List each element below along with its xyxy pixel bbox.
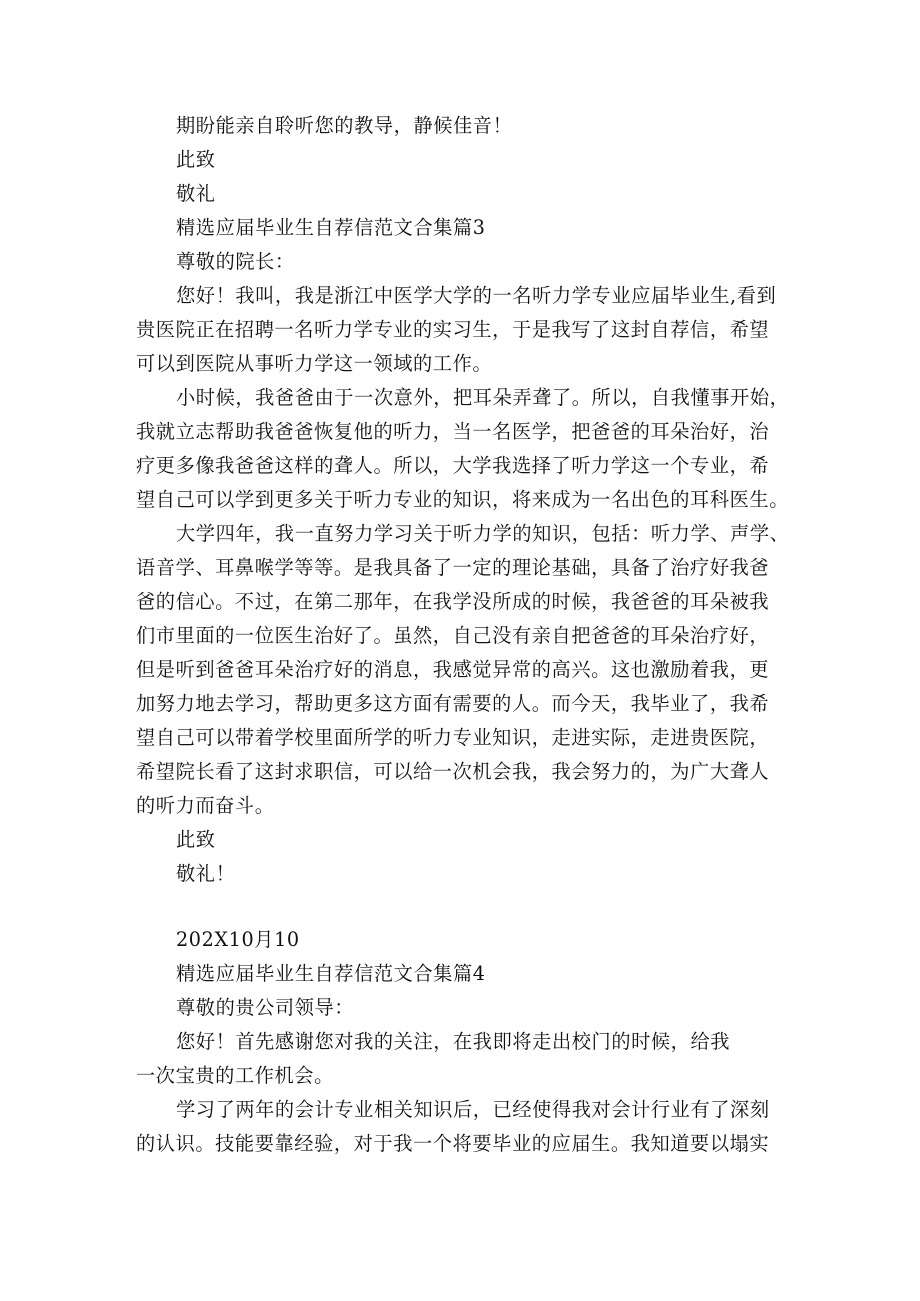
paragraph-line: 但是听到爸爸耳朵治疗好的消息，我感觉异常的高兴。这也激励着我，更 bbox=[136, 658, 770, 681]
paragraph-line: 疗更多像我爸爸这样的聋人。所以，大学我选择了听力学这一个专业，希 bbox=[136, 454, 770, 477]
paragraph-line: 一次宝贵的工作机会。 bbox=[136, 1064, 334, 1087]
salutation-cizhi: 此致 bbox=[176, 148, 216, 171]
greeting-company: 尊敬的贵公司领导： bbox=[176, 996, 355, 1019]
paragraph-line: 爸的信心。不过，在第二那年，在我学没所成的时候，我爸爸的耳朵被我 bbox=[136, 590, 770, 613]
salutation-jingli: 敬礼！ bbox=[176, 862, 236, 885]
letter-date: 202X10月10 bbox=[176, 928, 300, 951]
paragraph-line: 可以到医院从事听力学这一领域的工作。 bbox=[136, 352, 493, 375]
paragraph-line: 我就立志帮助我爸爸恢复他的听力，当一名医学，把爸爸的耳朵治好，治 bbox=[136, 420, 770, 443]
paragraph-line: 的认识。技能要靠经验，对于我一个将要毕业的应届生。我知道要以塌实 bbox=[136, 1132, 770, 1155]
paragraph-line: 们市里面的一位医生治好了。虽然，自己没有亲自把爸爸的耳朵治疗好， bbox=[136, 624, 770, 647]
section-heading-3: 精选应届毕业生自荐信范文合集篇3 bbox=[176, 216, 486, 239]
paragraph-line: 大学四年，我一直努力学习关于听力学的知识，包括：听力学、声学、 bbox=[176, 522, 790, 545]
paragraph-line: 望自己可以带着学校里面所学的听力专业知识，走进实际，走进贵医院， bbox=[136, 726, 770, 749]
paragraph-line: 的听力而奋斗。 bbox=[136, 794, 275, 817]
salutation-cizhi: 此致 bbox=[176, 828, 216, 851]
paragraph-line: 望自己可以学到更多关于听力专业的知识，将来成为一名出色的耳科医生。 bbox=[136, 488, 789, 511]
paragraph-line: 小时候，我爸爸由于一次意外，把耳朵弄聋了。所以，自我懂事开始， bbox=[176, 386, 790, 409]
salutation-jingli: 敬礼 bbox=[176, 182, 216, 205]
paragraph-line: 您好！首先感谢您对我的关注，在我即将走出校门的时候，给我 bbox=[176, 1030, 731, 1053]
paragraph-line: 学习了两年的会计专业相关知识后，已经使得我对会计行业有了深刻 bbox=[176, 1098, 770, 1121]
paragraph-line: 您好！我叫，我是浙江中医学大学的一名听力学专业应届毕业生,看到 bbox=[176, 284, 777, 307]
paragraph-line: 语音学、耳鼻喉学等等。是我具备了一定的理论基础，具备了治疗好我爸 bbox=[136, 556, 770, 579]
paragraph-line: 贵医院正在招聘一名听力学专业的实习生，于是我写了这封自荐信，希望 bbox=[136, 318, 770, 341]
section-heading-4: 精选应届毕业生自荐信范文合集篇4 bbox=[176, 962, 486, 985]
greeting-dean: 尊敬的院长： bbox=[176, 250, 295, 273]
paragraph-line: 希望院长看了这封求职信，可以给一次机会我，我会努力的，为广大聋人 bbox=[136, 760, 770, 783]
paragraph-line: 加努力地去学习，帮助更多这方面有需要的人。而今天，我毕业了，我希 bbox=[136, 692, 770, 715]
closing-hope-line: 期盼能亲自聆听您的教导，静候佳音！ bbox=[176, 114, 513, 137]
